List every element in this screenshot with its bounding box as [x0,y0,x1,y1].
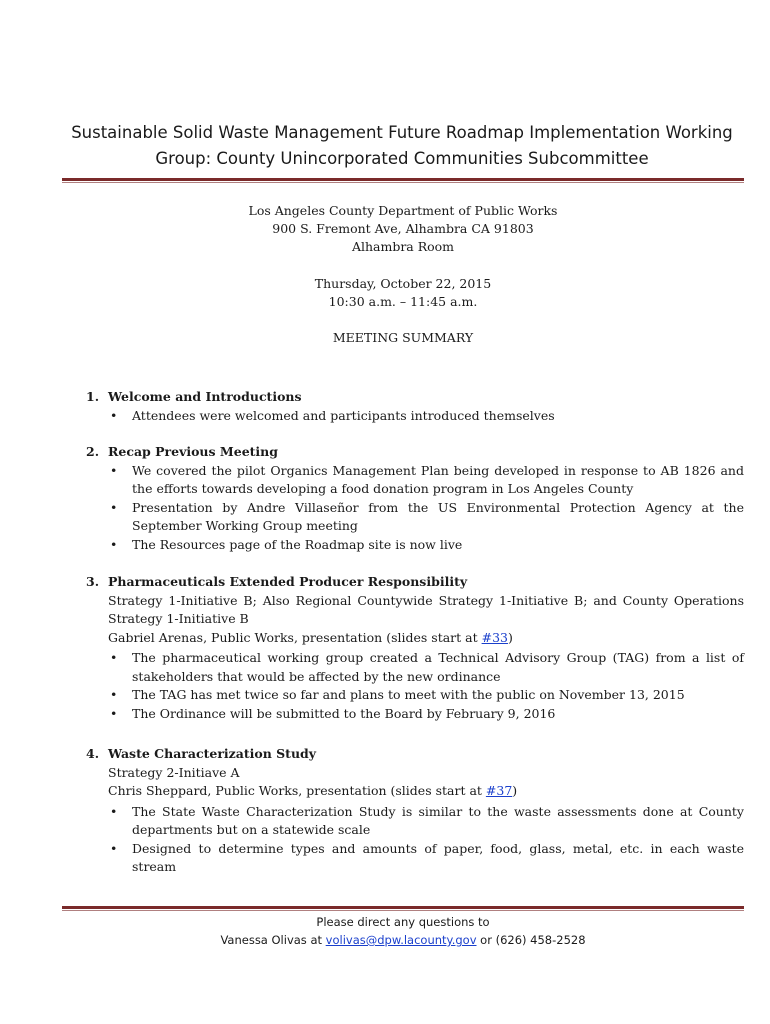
room-name: Alhambra Room [351,239,455,254]
agenda-item-2 [86,443,744,554]
meeting-location [62,202,744,256]
agenda-number: 3. [86,574,100,589]
presenter-line: Gabriel Arenas, Public Works, presentation (slides start at #33) [108,629,513,645]
agenda-item-1 [86,388,744,425]
agenda-heading [86,573,744,592]
list-item: • The TAG has met twice so far and plans to meet with the public on November 13, 2015 [86,686,744,705]
slides-link[interactable]: #37 [485,783,513,798]
agenda-title: Recap Previous Meeting [108,444,279,459]
footer-contact: Vanessa Olivas at volivas@dpw.lacounty.gov or (626) 458-2528 [220,933,586,947]
list-item: • Attendees were welcomed and participants introduced themselves [86,407,744,426]
list-item: • The pharmaceutical working group created a Technical Advisory Group (TAG) from a list of stakeholders that would be affected by the new ordinance [86,649,744,686]
list-item: • Designed to determine types and amounts of paper, food, glass, metal, etc. in each waste stream [86,840,744,877]
slides-link[interactable]: #33 [481,629,508,645]
address: 900 S. Fremont Ave, Alhambra CA 91803 [272,221,534,236]
header-divider [62,178,744,183]
agenda-title: Pharmaceuticals Extended Producer Responsibility [108,574,468,589]
list-item: • The Ordinance will be submitted to the Board by February 9, 2016 [86,705,744,724]
agenda-item-3 [86,573,744,723]
organization-name: Los Angeles County Department of Public Works [248,203,558,218]
agenda-heading [86,745,744,764]
strategy-text: Strategy 2-Initiave A [108,764,240,780]
presenter-line: Chris Sheppard, Public Works, presentation (slides start at #37) [108,783,518,798]
strategy-text: Strategy 1-Initiative B; Also Regional Countywide Strategy 1-Initiative B; and County Operations Strategy 1-Initiative B [108,592,744,626]
document-type [62,329,744,347]
footer [62,913,744,949]
list-item: • We covered the pilot Organics Management Plan being developed in response to AB 1826 and the efforts towards developing a food donation program in Los Angeles County [86,462,744,499]
agenda-number: 2. [86,444,100,459]
footer-line: Please direct any questions to [316,915,490,929]
doc-type-label: MEETING SUMMARY [332,330,474,345]
email-link[interactable]: volivas@dpw.lacounty.gov [325,933,477,947]
agenda-number: 4. [86,746,100,761]
list-item: • The State Waste Characterization Study is similar to the waste assessments done at County departments but on a statewide scale [86,803,744,840]
meeting-time: 10:30 a.m. – 11:45 a.m. [328,294,478,309]
list-item: • The Resources page of the Roadmap site is now live [86,536,744,555]
agenda-title: Welcome and Introductions [108,389,302,404]
agenda-title: Waste Characterization Study [108,746,317,761]
agenda-number: 1. [86,389,100,404]
meeting-schedule [62,275,744,311]
agenda-heading [86,443,744,462]
footer-divider [62,906,744,911]
agenda-heading [86,388,744,407]
agenda-item-4 [86,745,744,877]
meeting-date: Thursday, October 22, 2015 [314,276,492,291]
list-item: • Presentation by Andre Villaseñor from the US Environmental Protection Agency at the September Working Group meeting [86,499,744,536]
page-title: Sustainable Solid Waste Management Future Roadmap Implementation Working Group: County Unincorporated Communities Subcommittee [71,123,733,168]
